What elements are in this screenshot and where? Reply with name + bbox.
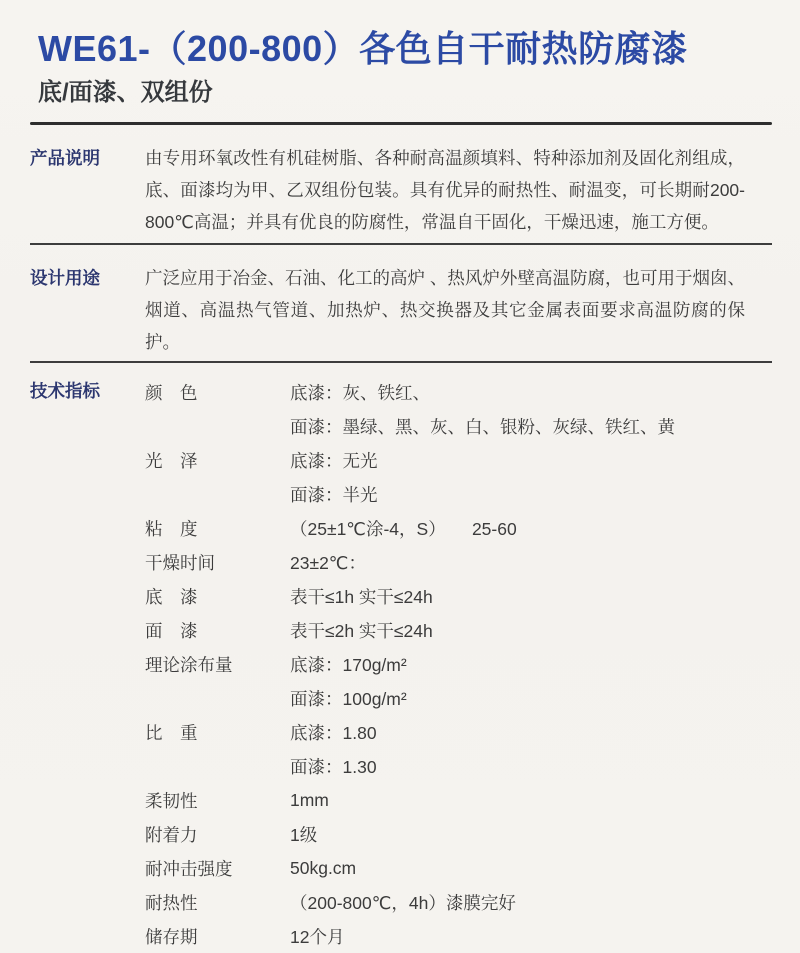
spec-value: 底漆：灰、铁红、 bbox=[290, 382, 430, 403]
section-label-technical-specs: 技术指标 bbox=[30, 381, 100, 401]
spec-row-drying-time bbox=[145, 545, 772, 579]
spec-name: 底 漆 bbox=[145, 586, 198, 607]
spec-name: 附着力 bbox=[145, 824, 198, 845]
spec-row-coverage-primer bbox=[145, 647, 772, 681]
spec-row-heat-resistance bbox=[145, 885, 772, 919]
spec-value: 50kg.cm bbox=[290, 857, 357, 878]
spec-row-viscosity bbox=[145, 511, 772, 545]
spec-name: 颜 色 bbox=[145, 382, 198, 403]
spec-row-density-primer bbox=[145, 715, 772, 749]
spec-value: 底漆：170g/m² bbox=[290, 654, 407, 675]
spec-name: 耐热性 bbox=[145, 892, 198, 913]
spec-row-impact-resistance bbox=[145, 851, 772, 885]
spec-name: 耐冲击强度 bbox=[145, 858, 233, 879]
section-label-product-description: 产品说明 bbox=[30, 148, 100, 168]
spec-row-gloss-primer bbox=[145, 443, 772, 477]
spec-name: 光 泽 bbox=[145, 450, 198, 471]
spec-value: 1级 bbox=[290, 824, 318, 845]
spec-row-gloss-topcoat bbox=[145, 477, 772, 511]
section-design-use bbox=[30, 245, 772, 361]
spec-row-drying-primer bbox=[145, 579, 772, 613]
spec-name: 粘 度 bbox=[145, 518, 198, 539]
spec-row-color-primer bbox=[145, 375, 772, 409]
spec-row-drying-topcoat bbox=[145, 613, 772, 647]
spec-row-coverage-topcoat bbox=[145, 681, 772, 715]
spec-row-flexibility bbox=[145, 783, 772, 817]
section-technical-specs bbox=[30, 363, 772, 953]
product-title: WE61-（200-800）各色自干耐热防腐漆 bbox=[38, 28, 688, 69]
spec-row-adhesion bbox=[145, 817, 772, 851]
spec-value: 底漆：1.80 bbox=[290, 722, 377, 743]
spec-value: （200-800℃，4h）漆膜完好 bbox=[290, 892, 516, 913]
spec-name: 柔韧性 bbox=[145, 790, 198, 811]
product-subtitle: 底/面漆、双组份 bbox=[38, 79, 213, 106]
spec-row-shelf-life bbox=[145, 919, 772, 953]
design-use-text: 广泛应用于冶金、石油、化工的高炉 、热风炉外壁高温防腐，也可用于烟囱、烟道、高温热气管道、加热炉、热交换器及其它金属表面要求高温防腐的保护。 bbox=[145, 268, 745, 352]
section-product-description bbox=[30, 125, 772, 243]
spec-value: 表干≤1h 实干≤24h bbox=[290, 586, 433, 607]
spec-value: （25±1℃涂-4，S） 25-60 bbox=[290, 518, 517, 539]
spec-value: 1mm bbox=[290, 789, 329, 810]
spec-name: 面 漆 bbox=[145, 620, 198, 641]
spec-name: 干燥时间 bbox=[145, 552, 215, 573]
spec-value: 面漆：100g/m² bbox=[290, 688, 407, 709]
spec-value: 底漆：无光 bbox=[290, 450, 378, 471]
spec-value: 面漆：墨绿、黑、灰、白、银粉、灰绿、铁红、黄 bbox=[290, 416, 675, 437]
spec-row-density-topcoat bbox=[145, 749, 772, 783]
spec-name: 储存期 bbox=[145, 926, 198, 947]
spec-table bbox=[145, 375, 772, 953]
product-description-text: 由专用环氧改性有机硅树脂、各种耐高温颜填料、特种添加剂及固化剂组成，底、面漆均为甲、乙双组份包装。具有优异的耐热性、耐温变，可长期耐200-800℃高温；并具有优良的防腐性，常温自干固化，干燥迅速，施工方便。 bbox=[145, 148, 745, 232]
spec-name: 比 重 bbox=[145, 722, 198, 743]
spec-row-color-topcoat bbox=[145, 409, 772, 443]
spec-value: 面漆：半光 bbox=[290, 484, 378, 505]
spec-value: 面漆：1.30 bbox=[290, 756, 377, 777]
section-label-design-use: 设计用途 bbox=[30, 268, 100, 288]
spec-value: 表干≤2h 实干≤24h bbox=[290, 620, 433, 641]
spec-name: 理论涂布量 bbox=[145, 654, 233, 675]
spec-value: 12个月 bbox=[290, 926, 345, 947]
header bbox=[30, 26, 772, 108]
spec-value: 23±2℃： bbox=[290, 552, 366, 573]
